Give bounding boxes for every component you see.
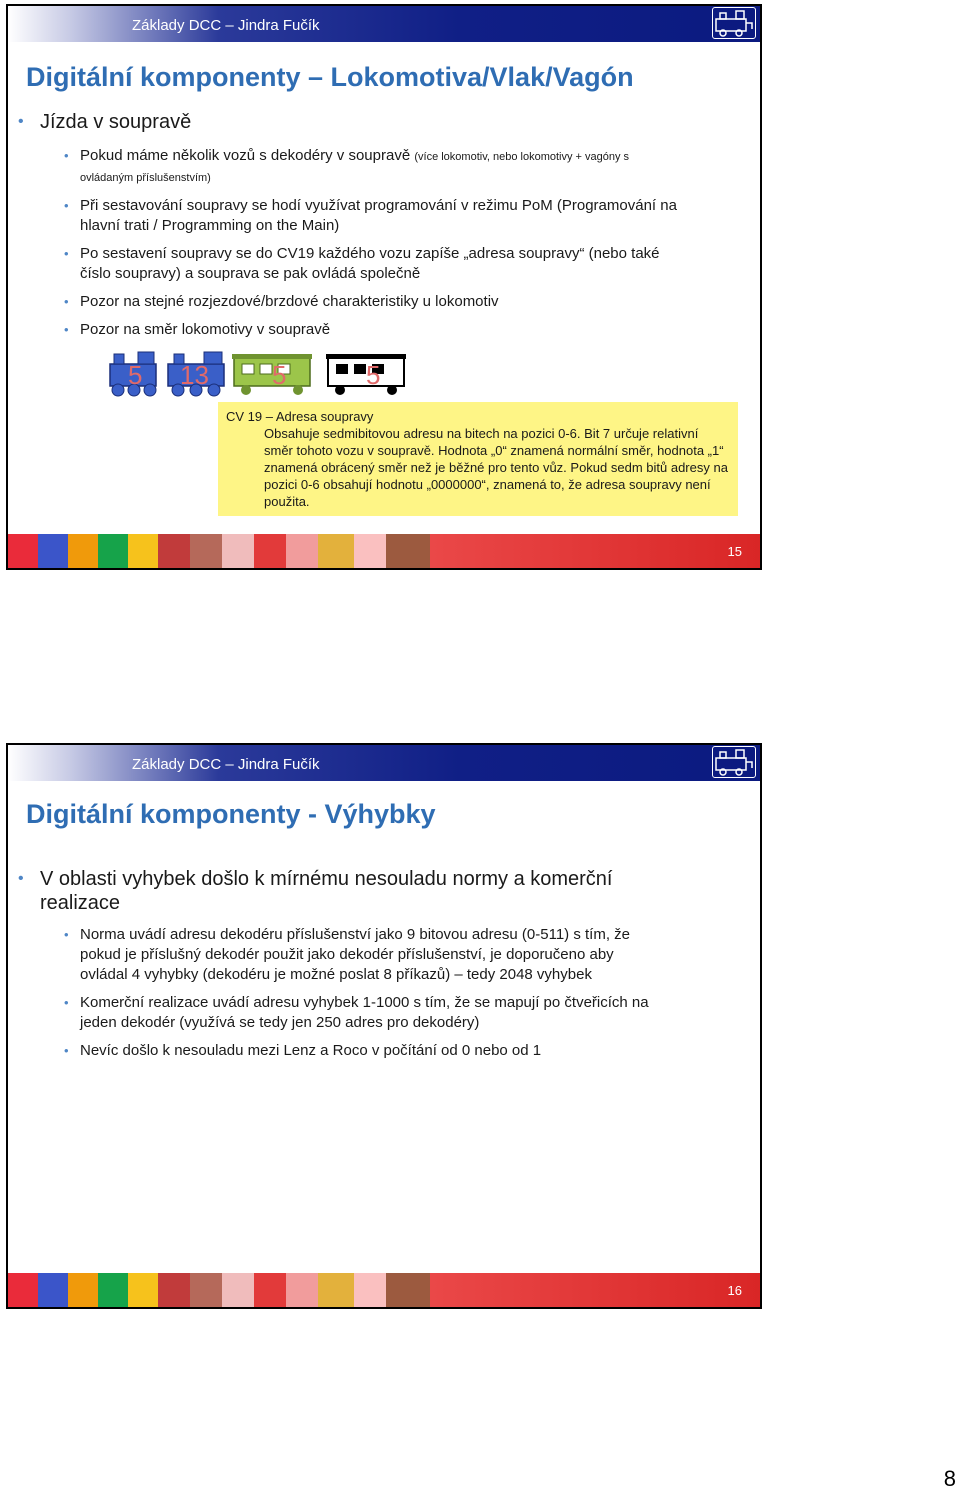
slide-title: Digitální komponenty – Lokomotiva/Vlak/Vagón: [26, 62, 634, 92]
wagon-tile: [386, 534, 430, 568]
dcc-logo: [712, 746, 756, 778]
sub-bullet: • Pozor na směr lokomotivy v soupravě: [80, 320, 680, 340]
sub-bullet: • Při sestavování soupravy se hodí využívat programování v režimu PoM (Programování na hlavní trati / Programming on the Main): [80, 196, 680, 236]
header-text: Základy DCC – Jindra Fučík: [132, 17, 320, 34]
train-number: 5: [128, 360, 143, 390]
main-bullet: • Jízda v soupravě: [40, 110, 680, 134]
toy-train-tile: [318, 1273, 354, 1307]
header-text: Základy DCC – Jindra Fučík: [132, 756, 320, 773]
sub-bullet: • Komerční realizace uvádí adresu vyhybek 1-1000 s tím, že se mapují po čtveřicích na jeden dekodér (využívá se tedy jen 250 adres pro dekodéry): [80, 993, 660, 1033]
footer-strip: [8, 534, 760, 568]
note-heading: CV 19 – Adresa soupravy: [226, 409, 374, 424]
sub-bullet-list: [80, 146, 680, 348]
slide-header-bar: [8, 745, 760, 781]
note-body: Obsahuje sedmibitovou adresu na bitech na pozici 0-6. Bit 7 určuje relativní směr tohoto vozu v soupravě. Hodnota „0“ znamená normální směr, hodnota „1“ znamená obrácený směr než je běžné pro tento vůz. Pokud sedm bitů adresy na pozici 0-6 obsahují hodnotu „0000000“, znamená to, že adresa soupravy není použita.: [264, 426, 728, 509]
toy-train-tile: [318, 534, 354, 568]
wheel-image-tile: [158, 1273, 190, 1307]
wheel-image-tile: [158, 534, 190, 568]
sub-bullet-list: [80, 925, 660, 1069]
sub-bullet: • Pokud máme několik vozů s dekodéry v soupravě (více lokomotiv, nebo lokomotivy + vagóny s ovládaným příslušenstvím): [80, 146, 680, 188]
page-number: 16: [727, 1283, 742, 1298]
cv19-note: [218, 402, 738, 516]
slide-header-bar: [8, 6, 760, 42]
page-number: 15: [727, 544, 742, 559]
sub-bullet: • Po sestavení soupravy se do CV19 každého vozu zapíše „adresa soupravy“ (nebo také číslo soupravy) a souprava se pak ovládá společně: [80, 244, 680, 284]
red-locomotive-tile: [254, 1273, 286, 1307]
slide-16: [6, 743, 762, 1309]
dcc-logo: [712, 7, 756, 39]
wagon-tile: [386, 1273, 430, 1307]
slide-title: Digitální komponenty - Výhybky: [26, 799, 436, 829]
red-locomotive-tile: [254, 534, 286, 568]
sub-bullet: • Nevíc došlo k nesouladu mezi Lenz a Roco v počítání od 0 nebo od 1: [80, 1041, 660, 1061]
sub-bullet: • Norma uvádí adresu dekodéru příslušenství jako 9 bitovou adresu (0-511) s tím, že pokud je příslušný dekodér použit jako dekodér příslušenství, je doporučeno aby ovládal 4 vyhybky (dekodéru je možné poslat 8 příkazů) – tedy 2048 vyhybek: [80, 925, 660, 985]
train-number: 13: [180, 360, 209, 390]
sub-bullet: • Pozor na stejné rozjezdové/brzdové charakteristiky u lokomotiv: [80, 292, 680, 312]
main-bullet: • V oblasti vyhybek došlo k mírnému nesouladu normy a komerční realizace: [40, 867, 670, 915]
train-number: 5: [366, 360, 381, 390]
train-illustration: [104, 346, 414, 398]
footer-strip: [8, 1273, 760, 1307]
slide-15: [6, 4, 762, 570]
document-page-number: 8: [943, 1466, 956, 1491]
train-number: 5: [272, 360, 287, 390]
